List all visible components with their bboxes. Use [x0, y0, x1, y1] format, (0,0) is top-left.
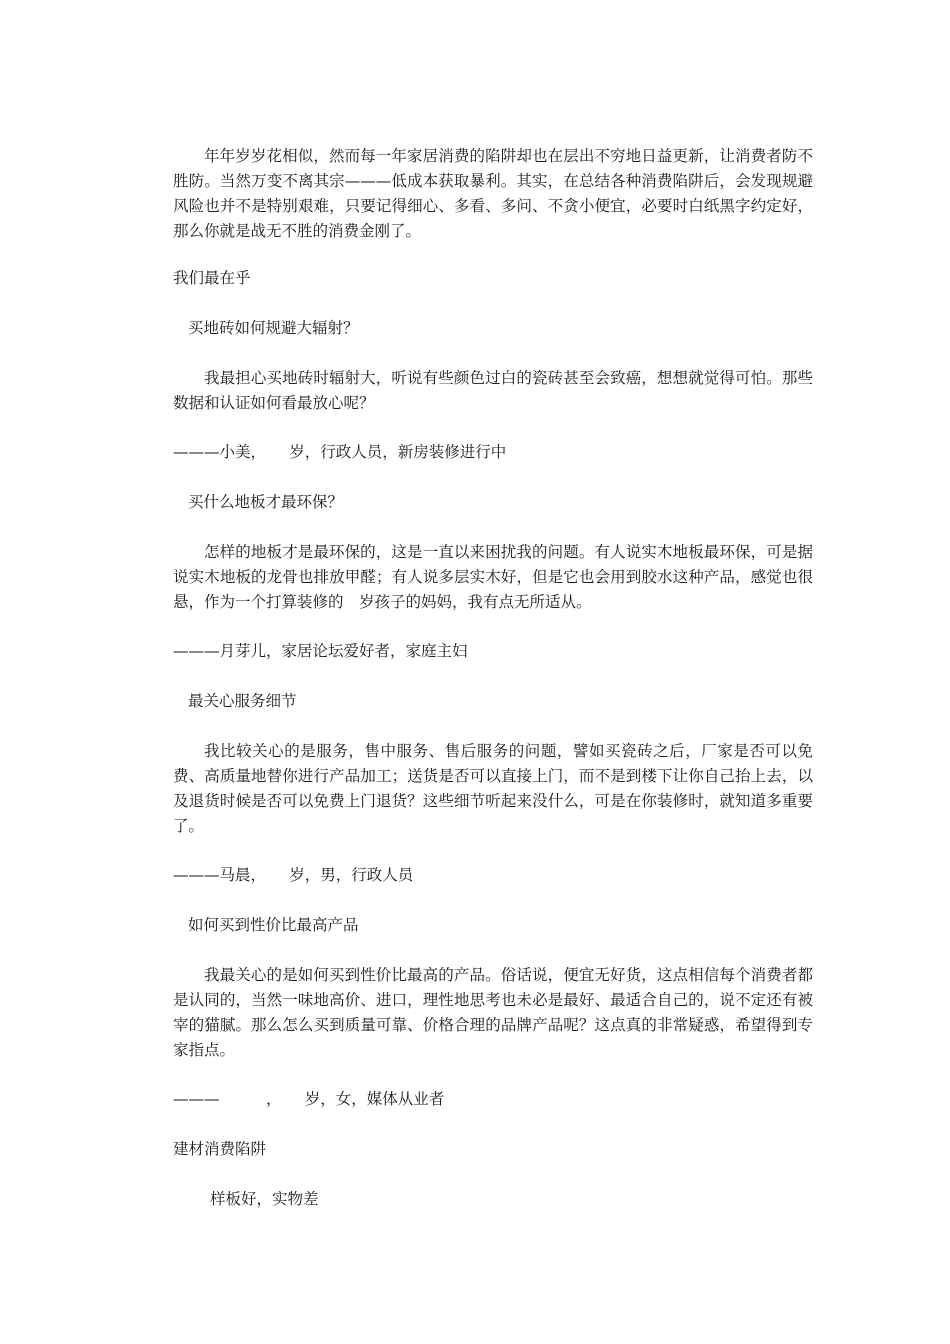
- signature-yueyaer: ———月芽儿，家居论坛爱好者，家庭主妇: [173, 642, 468, 660]
- section-title-traps: 建材消费陷阱: [173, 1140, 267, 1158]
- signature-xiaomei: ———小美， 岁，行政人员，新房装修进行中: [173, 443, 507, 461]
- intro-paragraph: 年年岁岁花相似，然而每一年家居消费的陷阱却也在层出不穷地日益更新，让消费者防不胜防。当然万变不离其宗———低成本获取暴利。其实，在总结各种消费陷阱后，会发现规避风险也并不是特别艰难，只要记得细心、多看、多问、不贪小便宜，必要时白纸黑字约定好，那么你就是战无不胜的消费金刚了。: [173, 147, 813, 240]
- question-title-value: 如何买到性价比最高产品: [188, 916, 359, 934]
- section-title-we-care: 我们最在乎: [173, 269, 251, 287]
- question-title-floor: 买什么地板才最环保？: [188, 493, 344, 511]
- question-body-value: 我最关心的是如何买到性价比最高的产品。俗话说，便宜无好货，这点相信每个消费者都是认同的，当然一味地高价、进口，理性地思考也未必是最好、最适合自己的，说不定还有被宰的猫腻。那么怎么买到质量可靠、价格合理的品牌产品呢？这点真的非常疑惑，希望得到专家指点。: [173, 966, 813, 1059]
- question-body-floor: 怎样的地板才是最环保的，这是一直以来困扰我的问题。有人说实木地板最环保，可是据说实木地板的龙骨也排放甲醛；有人说多层实木好，但是它也会用到胶水这种产品，感觉也很悬，作为一个打算装修的 岁孩子的妈妈，我有点无所适从。: [173, 543, 813, 611]
- question-title-tiles: 买地砖如何规避大辐射？: [188, 319, 359, 337]
- signature-media: ——— ， 岁，女，媒体从业者: [173, 1090, 445, 1108]
- signature-machen: ———马晨， 岁，男，行政人员: [173, 866, 414, 884]
- question-body-tiles: 我最担心买地砖时辐射大，听说有些颜色过白的瓷砖甚至会致癌，想想就觉得可怕。那些数据和认证如何看最放心呢？: [173, 369, 813, 412]
- question-body-service: 我比较关心的是服务，售中服务、售后服务的问题，譬如买瓷砖之后，厂家是否可以免费、高质量地替你进行产品加工；送货是否可以直接上门，而不是到楼下让你自己抬上去，以及退货时候是否可以免费上门退货？这些细节听起来没什么，可是在你装修时，就知道多重要了。: [173, 742, 813, 835]
- question-title-service: 最关心服务细节: [188, 692, 297, 710]
- trap-title-sample: 样板好，实物差: [210, 1190, 319, 1208]
